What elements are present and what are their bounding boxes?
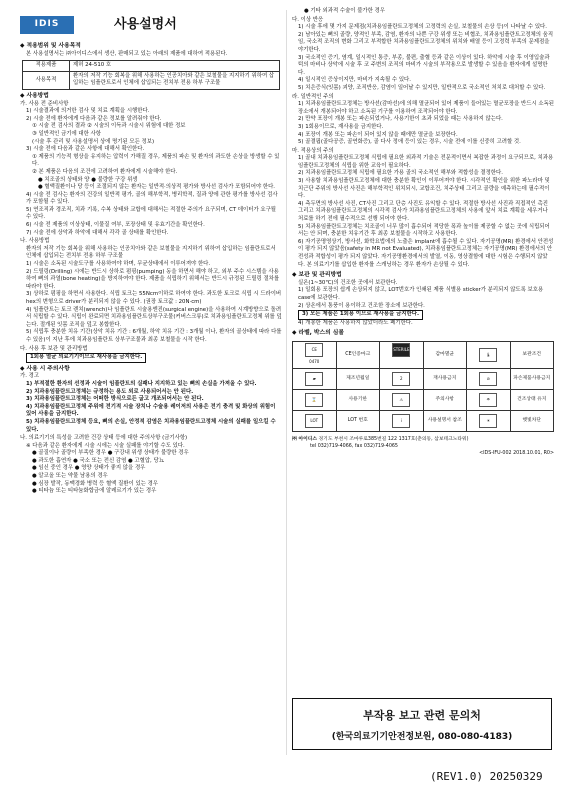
symbols-table xyxy=(292,341,554,432)
manufacturer-info xyxy=(292,436,554,457)
list-item: 5) 치과용임플란트고정체 등요, 뼈의 손실, 안정적 감염은 치과용임플란트고정체 시술의 실패를 일으킬 수 있다. xyxy=(26,418,276,433)
purpose-text: 본 사용설명서는 ㈜아이디스에서 생산, 판매되고 있는 아래의 제품에 대하여 적용된다. xyxy=(26,50,228,57)
warning-title: 가. 경고 xyxy=(20,373,40,380)
method-title: ◆ 사용방법 xyxy=(20,92,49,99)
damaged-package-glyph: ⊘ xyxy=(479,372,497,386)
list-item: 4) 일시적인 증상이지만, 마비가 지속될 수 있다. xyxy=(298,77,411,84)
hourglass-icon xyxy=(293,389,337,410)
side-effects-title: 다. 이상 반응 xyxy=(292,16,324,23)
caution-glyph: ⚠ xyxy=(392,393,410,407)
table-cell: 사용설명서 참조 xyxy=(423,410,467,431)
sterile-icon xyxy=(380,341,424,368)
list-item: 5) 치과용임플란트고정체는 치조골이 너무 많이 흡수되어 적당한 폭과 높이를 제공할 수 없는 곳에 식립되어서는 안 되며, 충분한 치유기간 후 최종 보철물을 시작하고 사용한다. xyxy=(298,223,550,238)
table-row xyxy=(293,368,554,389)
table-cell: 보관조건 xyxy=(510,341,554,368)
table-cell: 건조상태 유지 xyxy=(510,389,554,410)
list-item: ② 본 제품은 다음의 조건에 고려하여 환자에게 시술해야 한다. xyxy=(32,168,178,175)
list-item: 6) 시술 전 제품의 이상상태, 이물질 여부, 포장상태 및 유효기간을 확인한다. xyxy=(26,222,205,229)
factory-glyph: ▰ xyxy=(305,372,323,386)
list-item: 2) 치과용임플란트고정체는 규정하는 용도 외로 사용되어서는 안 된다. xyxy=(26,388,194,395)
list-item: ● 혈액질환이나 당 등이 조절되지 않는 환자는 일반적·의상적 평가와 방사선 검사가 포함되어야 한다. xyxy=(38,184,275,191)
report-organization: (한국의료기기안전정보원, 080-080-4183) xyxy=(331,732,513,742)
revision-label: (REV1.0) 20250329 xyxy=(430,770,543,783)
list-item: 7) 시술 전에 상악과 하악에 대해서 각각 골 상태를 확인한다. xyxy=(26,229,169,236)
table-cell: CE인증마크 xyxy=(336,341,380,368)
list-item: ● 골질이나 골량이 부족한 경우 ● 구강내 위생 상태가 불량한 경우 xyxy=(32,450,189,457)
column-divider xyxy=(286,10,287,755)
list-item: 5) 골결핍(골다공증, 골연화증), 골 다사 정애 등이 있는 경우, 시술 전에 이를 신중히 고려할 것. xyxy=(298,139,521,146)
logo-text: IDIS xyxy=(34,19,60,30)
no-reuse-glyph: 2 xyxy=(392,372,410,386)
table-cell: 주의사항 xyxy=(423,389,467,410)
list-item: 1) 시술은 소독된 시술도구를 사용하여야 하며, 무균상태에서 이루어져야 한다. xyxy=(26,261,211,268)
sun-glyph: ☀ xyxy=(479,414,497,428)
list-item: 4) 개봉한 제품은 사용하지 않았더라도 폐기한다. xyxy=(298,319,413,326)
method-sub-c: 다. 사용 후 보관 및 관리방법 xyxy=(20,345,88,352)
storage-title: ◆ 보관 및 관리방법 xyxy=(292,272,342,279)
document-code: <IDS-IFU-002 2018.10.01, R0> xyxy=(479,450,554,456)
list-item: 1) 골내 치과용임플란트고정체 식립에 필요한 외과적 기술은 전문적이면서 복잡한 과정이 요구되므로, 치과용임플란트고정체의 식립을 위한 교육이 필요하다. xyxy=(298,155,554,169)
method-sub-a: 가. 사용 전 준비사항 xyxy=(20,100,69,107)
list-item: ● 기타 외과적 수술이 불가한 경우 xyxy=(304,8,385,14)
table-row xyxy=(293,410,554,431)
list-item: 3) 1회용이므로, 재사용을 금지한다. xyxy=(298,123,384,130)
document-title: 사용설명서 xyxy=(114,17,177,33)
table-cell: 재사용금지 xyxy=(423,368,467,389)
symbols-title: ◆ 라벨, 박스의 심볼 xyxy=(292,330,344,337)
sun-icon xyxy=(467,410,511,431)
list-item: ● 티타늄 또는 티타늄화합금에 알레르기가 있는 경우 xyxy=(32,488,157,495)
ce-mark-icon xyxy=(293,341,337,368)
table-cell: 환자의 저작 기능 회복을 위해 사용하는 인공치아와 같은 보철물을 지지하기 위하여 삽입하는 임플란트로서 인체에 삽입되는 전치부 전용 하부 구조물 xyxy=(70,71,280,89)
list-item: 1) 시술결과에 의거한 검사 및 치료 계획을 시행한다. xyxy=(26,108,150,115)
list-item: 3) 국소적인 증기, 염계, 일시적인 통증, 부종, 불편, 출혈 등과 같은 이상이 있다. 하악에 시술 후 이영입술과 턱의 마비나 상악에 시술 후 코 주변의 조직의 마비가 시술의 부작용으로 발생할 수 있음을 환자에게 설명한다. xyxy=(298,54,550,76)
hourglass-glyph: ⌛ xyxy=(305,393,323,407)
table-cell: 햇빛차단 xyxy=(510,410,554,431)
table-cell: 사용목적 xyxy=(23,71,70,89)
list-item: (시술 후 관리 및 사용설명서 상에 명기된 모든 정보) xyxy=(32,138,155,145)
lot-icon xyxy=(293,410,337,431)
list-item: 3) 상하로 펌핑을 하면서 사용한다. 식립 토크는 55Ncm이하로 하여야 한다. 과도한 토크로 식립 시 드라이버 hex의 변형으로 driver가 분리되지 않을 수 있다. (권장 토크값 : 20N·cm) xyxy=(26,291,282,305)
list-item: ① 시술 전 검사의 결과 ② 시술의 이득과 시술시 위험에 대한 정보 xyxy=(32,123,186,130)
temperature-glyph: 🌡 xyxy=(479,348,497,362)
no-reuse-icon xyxy=(380,368,424,389)
table-cell: 제허 24-510 호 xyxy=(70,61,280,72)
list-item: 2) 드릴링(Drilling) 시에는 반드시 상하로 펌핑(pumping) 동을 하면서 해야 하고, 외부 주수 시스템을 사용하여 뼈의 과열(bone heating)을 방지하여야 한다. 제품을 식립하기 위해서는 반드시 규정된 드릴링 절차를 따라야 한다. xyxy=(26,268,280,290)
table-row xyxy=(293,389,554,410)
manual-icon xyxy=(380,410,424,431)
adverse-report-box xyxy=(292,698,552,750)
list-item: 3) 사용할 치과용임플란트고정체에 대한 충분한 확인이 이루어져야 한다. 시각적인 확인을 위한 파노라마 및 치근단 주위의 방사선 사진은 해부학적인 위치되시, 교합조건, 치주상태 그리고 골량을 예측하는데 필수적이다. xyxy=(298,178,550,200)
list-item: 3) 시술 전에 다음과 같은 사항에 대해서 확인한다. xyxy=(26,146,145,153)
apply-title: 마. 적용상의 주의 xyxy=(292,147,334,154)
damaged-package-icon xyxy=(467,368,511,389)
list-item: 3) 치과용임플란트고정체는 어떠한 방식으로든 굽고 개조되어서는 안 된다. xyxy=(26,396,204,403)
list-item: 4) 시술 전 검사는 환자의 건강의 일반적 평가, 골의 해부학적, 병리학적, 질과 양에 관한 평가를 방사선 검사가 포함될 수 있다. xyxy=(26,191,278,206)
list-item: ● 알코올 또는 약물 남용의 경우 xyxy=(32,473,108,480)
ce-mark-glyph: CE 0470 xyxy=(305,343,323,357)
list-item: 3) 모든 제품은 1회용 이므로 재사용을 금지한다. xyxy=(298,310,423,320)
list-item: ● 심장 발작, 동맥경화 병력 등 혈액 질환이 있는 경우 xyxy=(32,480,158,487)
caution-title: ◆ 사용 시 주의사항 xyxy=(20,365,70,372)
product-table xyxy=(22,60,280,90)
list-item: 4) 포장이 개봉 또는 파손이 되어 있지 않을 때에만 멸균을 보장한다. xyxy=(298,131,458,138)
table-cell: 적용제품 xyxy=(23,61,70,72)
list-item: 4) 임플란트는 토크 렌치(wrench)나 임플란트 시술용엔진(surgical engine)을 사용하여 시계방향으로 돌려서 식립할 수 있다. 식립이 완료되면 치과용임플란트상부구조물(커버스크류)로 치과용임플란트고정체 위를 덮는다. 절개된 잇몸 조직을 덮고 봉합한다. xyxy=(26,306,282,328)
maker-name: ㈜ 아이디스 xyxy=(292,436,318,442)
list-item: 2) 시술 전에 환자에게 다음과 같은 정보를 알려줘야 한다. xyxy=(26,115,162,122)
list-item: 4) 측두면의 방사선 사진, CT사진 그리고 단층 사진도 유익할 수 있다. 적절한 방사선 사진과 직접적인 촉진 그리고 치과용임플란트고정체의 시각적 검사가 치과용임플란트고정체의 사용에 앞서 치료 계획을 세우거나 처료를 하기 전에 필수적으로 선행 되어야 한다. xyxy=(298,200,549,223)
method-sub-b: 나. 사용방법 xyxy=(20,238,50,245)
purpose-title: ◆ 적용범위 및 사용목적 xyxy=(20,43,81,49)
list-item: ● 임신 중인 경우 ● 영양 상태가 좋지 않을 경우 xyxy=(32,465,146,472)
list-item: ③ 일반적인 금기에 대한 사항 xyxy=(32,130,101,137)
list-item: ● 과도한 흡연자 ● 국소 또는 전신 감염 ● 고혈압, 당뇨 xyxy=(32,457,164,464)
maker-address: 경기도 부천시 조마루로385번길 122 1317호(춘의동, 삼보테크노타워) xyxy=(318,436,469,442)
list-item: 2) 남아있는 뼈의 골량, 양적인 부족, 감염, 환자의 나쁜 구강 위생 또는 비협조, 치과용임플란트고정체의 움직임, 국소적 조직의 변화 그리고 부적합한 치과용임플란트고정체의 위치와 배열 등이 고정력 부족의 문제점을 야기한다. xyxy=(298,31,554,53)
lot-glyph: LOT xyxy=(305,414,323,428)
list-item: ① 제품의 기능적 형상을 유지하는 압력이 가해질 경우, 제품의 파손 및 환자의 과도한 손상을 방생할 수 있다. xyxy=(32,153,280,168)
table-cell: 파손제품사용금지 xyxy=(510,368,554,389)
maker-phone: tel 032)719-4066, fax 032)719-4065 xyxy=(310,443,398,449)
general-title: 라. 일반적인 주의 xyxy=(292,93,334,100)
left-column xyxy=(20,10,282,496)
table-cell: LOT 번호 xyxy=(336,410,380,431)
list-item: 5) 식립후 충분한 치유 기간(상악 치유 기간 : 6개월, 하악 치유 기간 : 3개월 이나, 환자의 골상태에 따라 다를 수 있음)이 지난 후에 치과용임플란트 상부구조물과 최종 보철물을 시작 한다. xyxy=(26,329,282,343)
table-cell: 사용기한 xyxy=(336,389,380,410)
list-item: 5) 치은증식(잇몸) 괴양, 조직반응, 감염이 일어날 수 있지만, 일반적으로 국소적인 처치로 대처할 수 있다. xyxy=(298,84,546,91)
list-item: 1) 치과용임플란트고정체는 방사선(감마선)에 의해 멸균되어 있어 제품이 들어있는 멸균포장을 반드시 소독된 장소에서 개봉되어야 하고 소독된 기구를 이용하여 조작되어야 한다. xyxy=(298,101,554,115)
report-title: 부작용 보고 관련 문의처 xyxy=(363,709,481,722)
document-header xyxy=(20,10,282,40)
umbrella-icon xyxy=(467,389,511,410)
contra-title: 나. 의료기기의 특성을 고려한 건강 상태 등에 대한 주의사항 (금기사항) xyxy=(20,435,188,442)
table-row xyxy=(23,71,280,89)
list-item: 1) 일회용 포장의 쉽게 손상되지 않고, LOT번호가 인쇄된 제품 식별용 sticker가 분리되지 않도록 보호용 case에 보관한다. xyxy=(298,287,544,301)
list-item: 2) 만약 포장이 개봉 또는 파손되었거나, 사용기한이 초과 되었을 때는 사용하지 않는다. xyxy=(298,116,503,123)
table-cell: 감마멸균 xyxy=(423,341,467,368)
list-item: 1) 부적절한 환자의 선정과 시술이 임플란트의 실패나 지지하고 있는 뼈의 손실을 가져올 수 있다. xyxy=(26,380,257,387)
factory-icon xyxy=(293,368,337,389)
list-item: 6) 자기공명영상기, 방사선, 화학요법에의 노출은 implant에 흡수될 수 있다. 자기공명(MR) 환경에서 안전성이 평가 되지 않았음(safety in MR not Evaluated), 치과용임플란트고정체는 자기공명(MR) 환경에서의 안전성과 적합성이 평가 되지 않았다. 자기공명환경에서의 발열, 이동, 영상결함에 대한 시험은 수행되지 않았다. 본 의료기기를 삽입한 환자를 스캐닝하는 경우 환자가 손상될 수 있다. xyxy=(298,238,554,268)
umbrella-glyph: ☂ xyxy=(479,393,497,407)
contra-intro: ※ 다음과 같은 환자에게 시술 시에는 시술 실패를 야기할 수도 있다. xyxy=(26,442,185,449)
list-item: 환자의 저작 기능 회복을 위해 사용하는 인공치아와 같은 보철물을 지지하기 위하여 삽입하는 임플란트로서 인체에 삽입되는 전치부 전용 하부 구조물 xyxy=(26,245,276,260)
table-row xyxy=(23,61,280,72)
temperature-icon xyxy=(467,341,511,368)
sterile-glyph: STERILE R xyxy=(392,343,410,357)
list-item: 4) 치과용임플란트고정체 주위에 전기적 시술 장치나 수술용 레이저의 사용은 전기 충격 및 화상의 위험이 있어 사용을 금지한다. xyxy=(26,403,276,418)
list-item: 1) 시술 후에 몇 가지 문제점(치과용임플란트고정체의 고정력의 손실, 보철물의 손상 등)이 나타날 수 있다. xyxy=(298,24,547,31)
manual-glyph: i xyxy=(392,414,410,428)
list-item: ● 치조골의 상태와 양 ● 불량한 구강 위생 xyxy=(38,176,138,183)
table-row xyxy=(293,341,554,368)
table-cell: 제조년월일 xyxy=(336,368,380,389)
right-column xyxy=(292,8,554,457)
company-logo xyxy=(20,16,74,34)
list-item: 2) 상온에서 통풍이 용이하고 건조한 장소에 보관한다. xyxy=(298,302,425,309)
list-item: 2) 치과용임플란트고정체 식립에 필요한 가용 골의 국소적인 해부와 적합성을 결정한다. xyxy=(298,170,503,177)
list-item: 5) 연조직과 경조직, 치과 기록, 수복 상태와 교합에 대해서는 적절한 주의가 요구되며, CT 데이터가 요구될 수 있다. xyxy=(26,206,277,221)
single-use-notice: 1회용 멸균 의료기기이므로 재사용을 금지한다. xyxy=(26,353,146,363)
caution-icon xyxy=(380,389,424,410)
storage-intro: 실온(1~30℃)의 건조한 곳에서 보관한다. xyxy=(298,279,398,286)
